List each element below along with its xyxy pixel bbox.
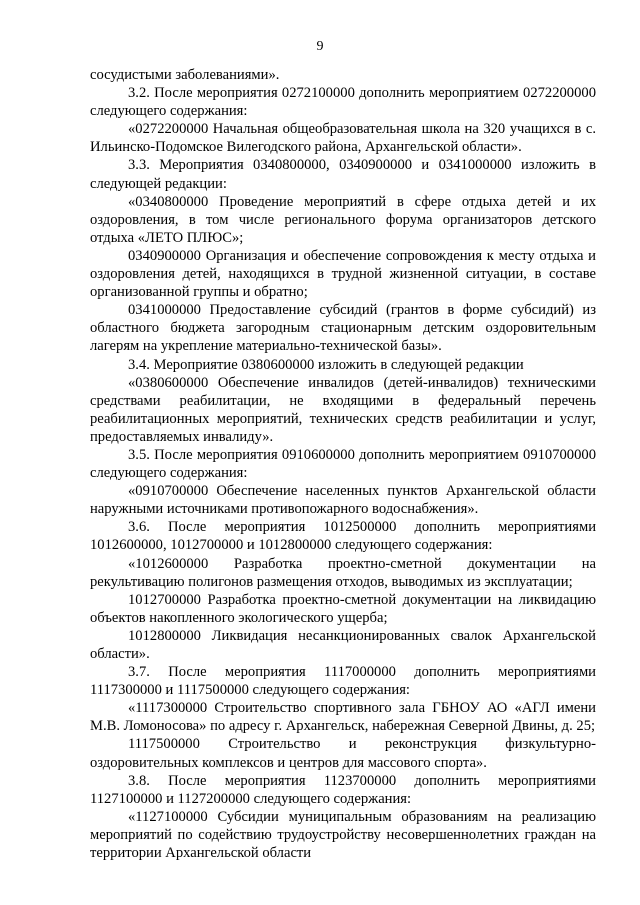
paragraph-3-4: 3.4. Мероприятие 0380600000 изложить в следующей редакции — [128, 356, 524, 373]
paragraph-3-2: 3.2. После мероприятия 0272100000 дополнить мероприятием 0272200000 следующего содержания: — [90, 85, 596, 120]
paragraph-3-8: 3.8. После мероприятия 1123700000 дополнить мероприятиями 1127100000 и 1127200000 следующего содержания: — [90, 772, 596, 807]
paragraph-1012700000: 1012700000 Разработка проектно-сметной документации на ликвидацию объектов накопленного экологического ущерба; — [90, 591, 596, 626]
paragraph-3-5: 3.5. После мероприятия 0910600000 дополнить мероприятием 0910700000 следующего содержания: — [90, 446, 596, 482]
paragraph-1117300000: «1117300000 Строительство спортивного зала ГБНОУ АО «АГЛ имени М.В. Ломоносова» по адресу г. Архангельск, набережная Северной Двины, д. 25; — [90, 700, 596, 735]
paragraph-0340900000: 0340900000 Организация и обеспечение сопровождения к месту отдыха и оздоровления детей, находящихся в трудной жизненной ситуации, в составе организованной группы и обратно; — [90, 247, 596, 301]
paragraph-0272200000: «0272200000 Начальная общеобразовательная школа на 320 учащихся в с. Ильинско-Подомское Вилегодского района, Архангельской области». — [90, 121, 596, 156]
paragraph-0340800000: «0340800000 Проведение мероприятий в сфере отдыха детей и их оздоровления, в том числе регионального форума организаторов детского отдыха «ЛЕТО ПЛЮС»; — [90, 193, 596, 246]
paragraph-3-7: 3.7. После мероприятия 1117000000 дополнить мероприятиями 1117300000 и 1117500000 следующего содержания: — [90, 664, 596, 699]
paragraph-0910700000: «0910700000 Обеспечение населенных пунктов Архангельской области наружными источниками противопожарного водоснабжения». — [90, 483, 596, 518]
page-number: 9 — [316, 39, 324, 54]
paragraph-continuation: сосудистыми заболеваниями». — [90, 67, 280, 83]
paragraph-1127100000: «1127100000 Субсидии муниципальным образованиям на реализацию мероприятий по содействию трудоустройству несовершеннолетних граждан на территории Архангельской области — [90, 808, 596, 862]
paragraph-3-6: 3.6. После мероприятия 1012500000 дополнить мероприятиями 1012600000, 1012700000 и 1012800000 следующего содержания: — [90, 519, 596, 554]
paragraph-1012600000: «1012600000 Разработка проектно-сметной документации на рекультивацию полигонов размещения отходов, выводимых из эксплуатации; — [90, 555, 596, 590]
document-body — [90, 66, 596, 862]
paragraph-1012800000: 1012800000 Ликвидация несанкционированных свалок Архангельской области». — [90, 627, 596, 662]
paragraph-3-3: 3.3. Мероприятия 0340800000, 0340900000 и 0341000000 изложить в следующей редакции: — [90, 157, 596, 192]
paragraph-0341000000: 0341000000 Предоставление субсидий (грантов в форме субсидий) из областного бюджета загородным стационарным детским оздоровительным лагерям на укрепление материально-технической базы». — [90, 302, 596, 355]
paragraph-0380600000: «0380600000 Обеспечение инвалидов (детей-инвалидов) техническими средствами реабилитации, не входящими в федеральный перечень реабилитационных мероприятий, технических средств реабилитации и услуг, предоставляемых инвалиду». — [90, 374, 596, 445]
paragraph-1117500000: 1117500000 Строительство и реконструкция физкультурно-оздоровительных комплексов и центров для массового спорта». — [90, 736, 596, 771]
